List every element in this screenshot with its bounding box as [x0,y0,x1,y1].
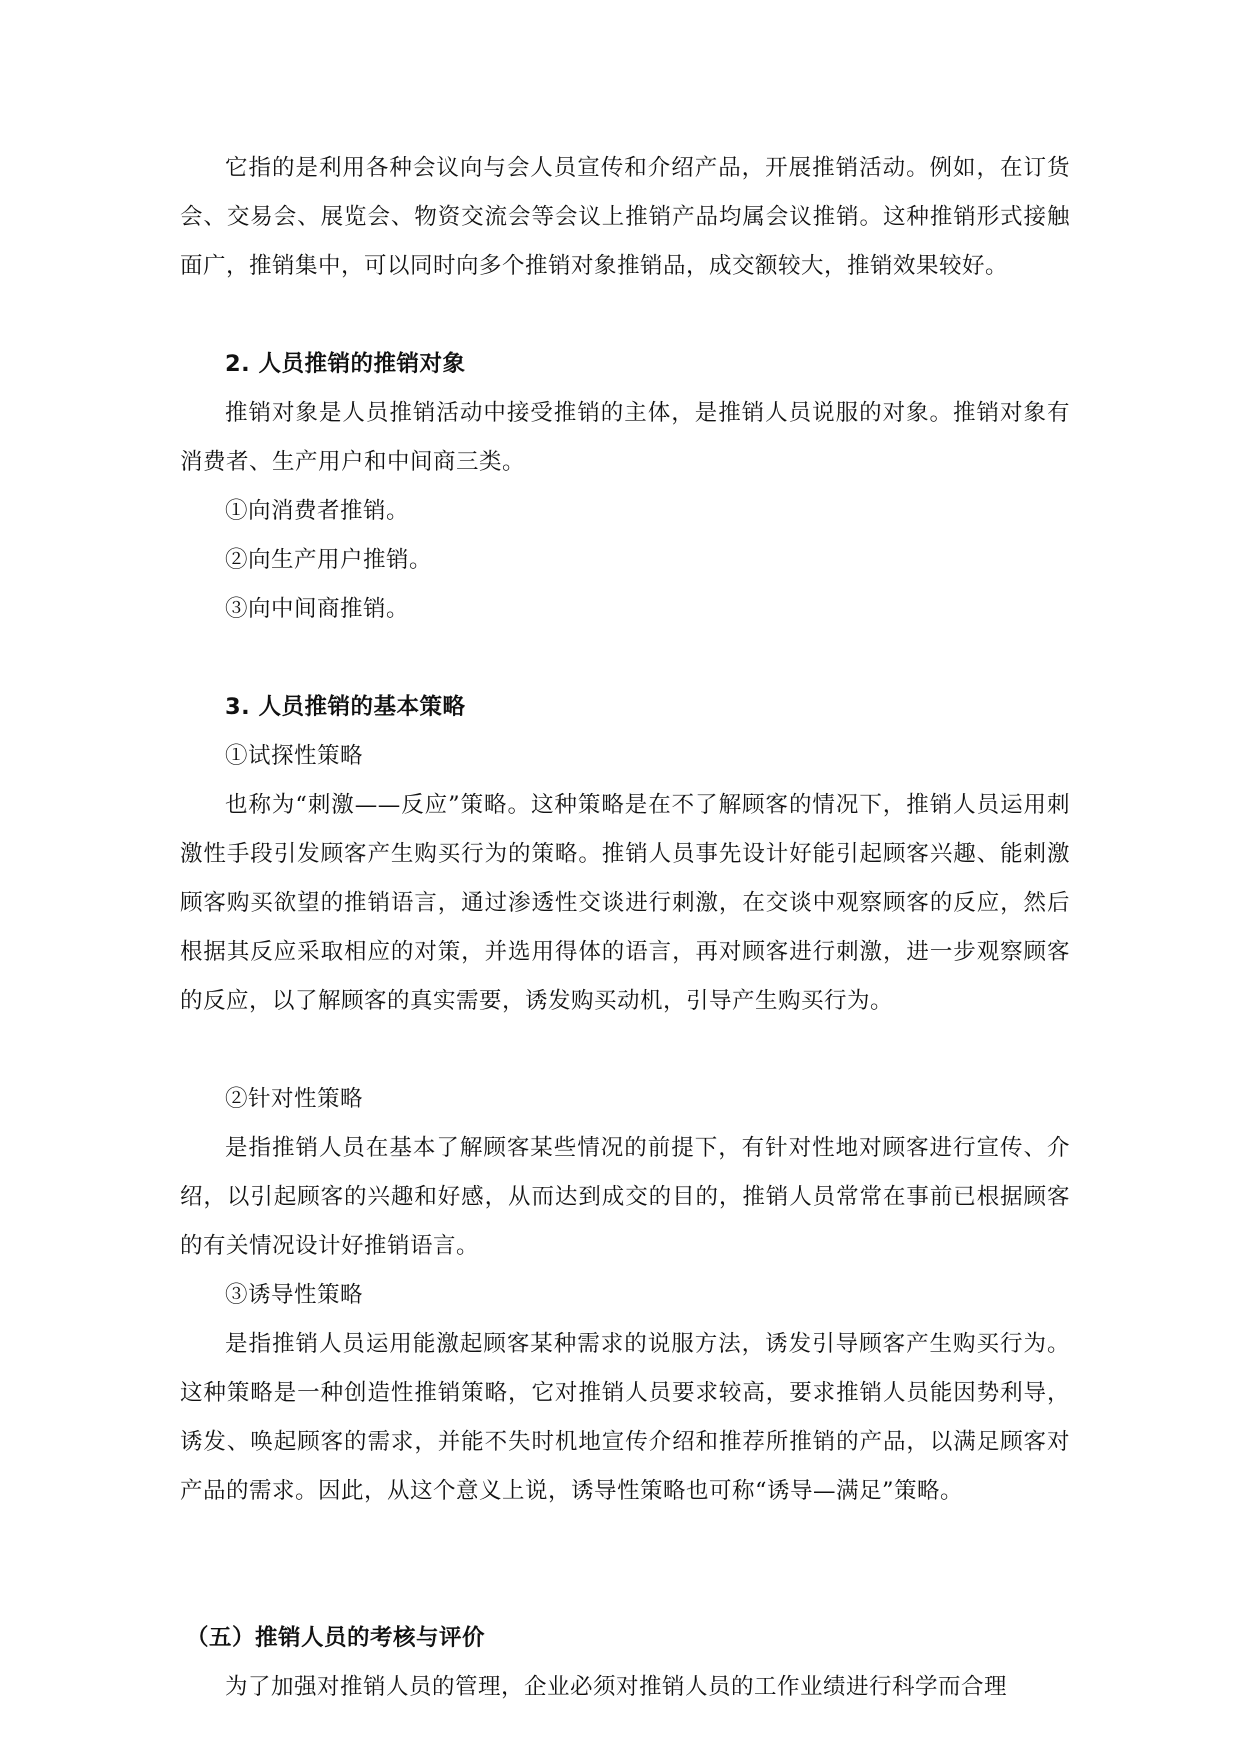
list-item-consumers: ①向消费者推销。 [225,498,410,524]
subheading-targeted-strategy: ②针对性策略 [225,1086,364,1112]
paragraph-sales-targets: 推销对象是人员推销活动中接受推销的主体，是推销人员说服的对象。推销对象有消费者、生产用户和中间商三类。 [180,400,1070,475]
list-item-producers: ②向生产用户推销。 [225,547,433,573]
paragraph-targeted-strategy: 是指推销人员在基本了解顾客某些情况的前提下，有针对性地对顾客进行宣传、介绍，以引起顾客的兴趣和好感，从而达到成交的目的，推销人员常常在事前已根据顾客的有关情况设计好推销语言。 [180,1135,1070,1259]
subheading-guided-strategy: ③诱导性策略 [225,1282,364,1308]
section-heading-evaluation: （五）推销人员的考核与评价 [186,1625,486,1651]
paragraph-evaluation: 为了加强对推销人员的管理，企业必须对推销人员的工作业绩进行科学而合理 [225,1674,1008,1700]
section-heading-sales-targets: 2. 人员推销的推销对象 [225,351,466,377]
section-heading-basic-strategies: 3. 人员推销的基本策略 [225,694,466,720]
paragraph-guided-strategy: 是指推销人员运用能激起顾客某种需求的说服方法，诱发引导顾客产生购买行为。这种策略是一种创造性推销策略，它对推销人员要求较高，要求推销人员能因势利导，诱发、唤起顾客的需求，并能不失时机地宣传介绍和推荐所推销的产品，以满足顾客对产品的需求。因此，从这个意义上说，诱导性策略也可称“诱导—满足”策略。 [180,1331,1070,1504]
paragraph-trial-strategy: 也称为“刺激——反应”策略。这种策略是在不了解顾客的情况下，推销人员运用刺激性手段引发顾客产生购买行为的策略。推销人员事先设计好能引起顾客兴趣、能刺激顾客购买欲望的推销语言，通过渗透性交谈进行刺激，在交谈中观察顾客的反应，然后根据其反应采取相应的对策，并选用得体的语言，再对顾客进行刺激，进一步观察顾客的反应，以了解顾客的真实需要，诱发购买动机，引导产生购买行为。 [180,792,1070,1014]
paragraph-meeting-sales: 它指的是利用各种会议向与会人员宣传和介绍产品，开展推销活动。例如，在订货会、交易会、展览会、物资交流会等会议上推销产品均属会议推销。这种推销形式接触面广，推销集中，可以同时向多个推销对象推销品，成交额较大，推销效果较好。 [180,155,1070,279]
list-item-intermediaries: ③向中间商推销。 [225,596,410,622]
subheading-trial-strategy: ①试探性策略 [225,743,364,769]
